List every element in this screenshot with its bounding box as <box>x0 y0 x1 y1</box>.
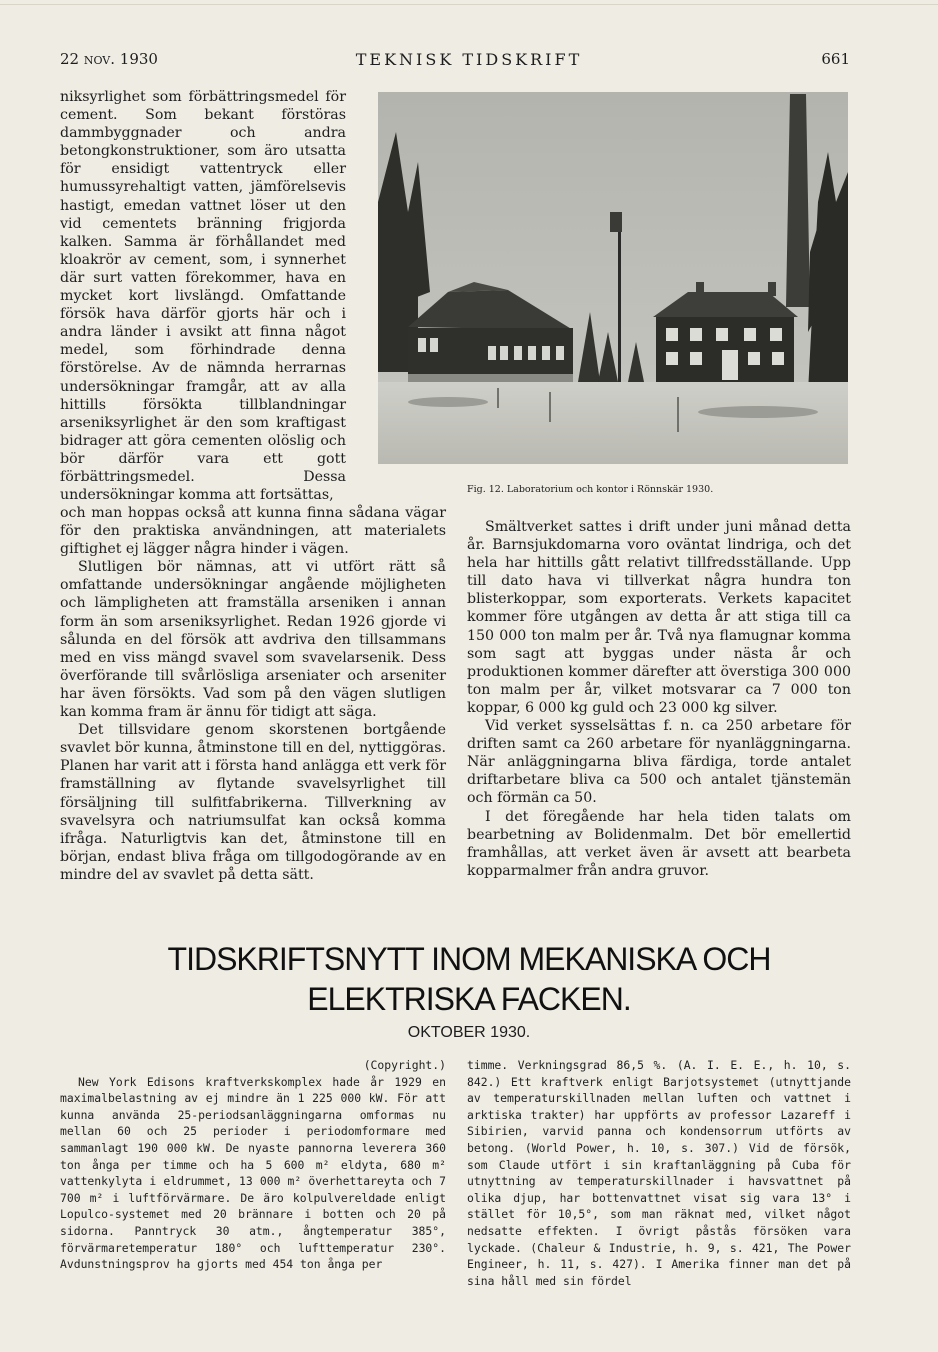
paragraph: Vid verket sysselsättas f. n. ca 250 arbetare för driften samt ca 260 arbetare för nyanläggningarna. När anläggningarna bliva färdiga, torde antalet driftarbetare bliva ca 500 och antalet tjänstemän och förmän ca 50. <box>467 718 851 807</box>
copyright-notice: (Copyright.) <box>363 1058 446 1072</box>
header-journal-title: TEKNISK TIDSKRIFT <box>355 50 583 69</box>
paragraph: timme. Verkningsgrad 86,5 %. (A. I. E. E., h. 10, s. 842.) Ett kraftverk enligt Barjotsystemet (utnyttjande av temperaturskillnaden mellan luften och vattnet i arktiska trakter) har uppförts av professor Lazareff i Sibirien, varvid panna och kondensorrum utförts av betong. (World Power, h. 10, s. 307.) Vid de försök, som Claude utfört i sin kraftanläggning på Cuba för utnyttning av temperaturskillnader i havsvattnet på olika djup, har bottenvattnet visat sig vara 13° i stället för 10,5°, som man räknat med, vilket något nedsatte effekten. I övrigt påstås försöken vara lyckade. (Chaleur & Industrie, h. 9, s. 421, The Power Engineer, h. 11, s. 427). I Amerika finner man det på sina håll med sin fördel <box>467 1058 851 1288</box>
header-date: 22 nov. 1930 <box>60 50 158 68</box>
section-left-column <box>60 1057 446 1273</box>
section-right-column <box>467 1057 851 1289</box>
page-fold-line <box>0 4 938 5</box>
article-right-column <box>467 518 851 880</box>
header-page-number: 661 <box>821 50 850 68</box>
figure-caption: Fig. 12. Laboratorium och kontor i Rönnskär 1930. <box>467 484 714 495</box>
section-title-line-2: ELEKTRISKA FACKEN. <box>307 981 631 1017</box>
paragraph: niksyrlighet som förbättringsmedel för cement. Som bekant förstöras dammbyggnader och andra betongkonstruktioner, som äro utsatta för ensidigt vattentryck eller humussyrehaltigt vatten, jämförelsevis hastigt, emedan vattnet löser ut den vid cementets bränning frigjorda kalken. Samma är förhållandet med kloakrör av cement, som, i synnerhet där surt vatten förekommer, hava en mycket kort livslängd. Omfattande försök hava därför gjorts här och i andra länder i avsikt att finna något medel, som förhindrade denna förstörelse. Av de nämnda herrarnas undersökningar framgår, att av alla hittills försökta tillblandningar arseniksyrlighet är den som kraftigast bidrager att göra cementen olöslig och bör därför vara ett gott förbättringsmedel. Dessa undersökningar komma att fortsättas, <box>60 89 346 504</box>
section-subtitle: OKTOBER 1930. <box>407 1024 531 1041</box>
article-bottom-left-column <box>60 504 446 884</box>
paragraph: Slutligen bör nämnas, att vi utfört rätt så omfattande undersökningar angående möjligheten och lämpligheten att framställa arseniken i annan form än som arseniksyrlighet. Redan 1926 gjorde vi sålunda en del försök att avdriva den tillsammans med en viss mängd svavel som svavelarsenik. Dess överförande till svårlösliga arseniater och arseniter har även försökts. Vad som på den vägen slutligen kan komma fram är ännu för tidigt att säga. <box>60 559 446 721</box>
article-top-left-column <box>60 88 346 504</box>
paragraph: och man hoppas också att kunna finna sådana vägar för den praktiska användningen, att materialets giftighet ej lägger några hinder i vägen. <box>60 505 446 558</box>
paragraph: Smältverket sattes i drift under juni månad detta år. Barnsjukdomarna voro oväntat lindriga, och det hela har hittills gått relativt tillfredsställande. Upp till dato hava vi tillverkat några hundra ton blisterkoppar, som exporterats. Verkets kapacitet kommer före utgången av detta år att stiga till ca 150 000 ton malm per år. Två nya flamugnar komma som sagt att byggas under nästa år och produktionen kommer därefter att överstiga 300 000 ton malm per år, vilket motsvarar ca 7 000 ton koppar, 6 000 kg guld och 23 000 kg silver. <box>467 519 851 716</box>
figure-photo-laboratory <box>378 92 848 464</box>
paragraph: New York Edisons kraftverkskomplex hade år 1929 en maximalbelastning av ej mindre än 1 225 000 kW. För att kunna använda 25-periodsanläggningarna omformas nu mellan 60 och 25 perioder i periodomformare med sammanlagt 190 000 kW. De nyaste pannorna leverera 360 ton ånga per timme och ha 5 600 m² eldyta, 680 m² vattenkylyta i eldrummet, 13 000 m² överhettareyta och 7 700 m² i luftförvärmare. De äro kolpulvereldade enligt Lopulco-systemet med 20 brännare i botten och 20 på sidorna. Panntryck 30 atm., ångtemperatur 385°, förvärmaretemperatur 180° och lufttemperatur 230°. Avdunstningsprov ha gjorts med 454 ton ånga per <box>60 1074 446 1272</box>
section-title-line-1: TIDSKRIFTSNYTT INOM MEKANISKA OCH <box>167 941 771 977</box>
paragraph: I det föregående har hela tiden talats om bearbetning av Bolidenmalm. Det bör emellertid framhållas, att verket även är avsett att bearbeta kopparmalmer från andra gruvor. <box>467 808 851 879</box>
paragraph: Det tillsvidare genom skorstenen bortgående svavlet bör kunna, åtminstone till en del, nyttiggöras. Planen har varit att i första hand anlägga ett verk för framställning av flytande svavelsyrlighet till försäljning till sulfitfabrikerna. Tillverkning av svavelsyra och natriumsulfat kan också komma ifråga. Naturligtvis kan det, åtminstone till en början, endast bliva fråga om tillgodogörande av en mindre del av svavlet på detta sätt. <box>60 722 446 883</box>
photo-illustration <box>378 92 848 464</box>
